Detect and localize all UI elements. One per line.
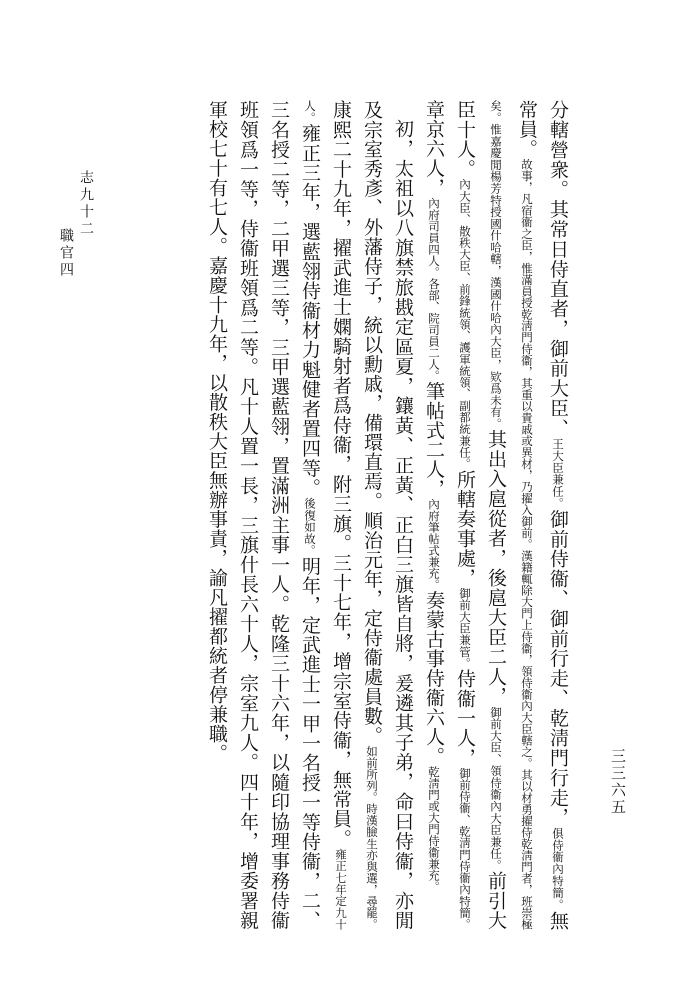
paragraph <box>201 100 418 930</box>
annotation-note: 御前大臣、領侍衞內大臣兼任。 <box>489 706 503 871</box>
annotation-note: 如前所列。時漢臉生亦與選，尋罷。 <box>365 745 379 930</box>
section-label: 職官四 <box>58 228 74 279</box>
annotation-note: 內府筆帖式兼充。 <box>427 498 441 591</box>
main-text: 筆帖式二人， <box>423 381 445 499</box>
main-text: 其出入扈從者，後扈大臣二人， <box>485 429 507 707</box>
body-text <box>108 100 573 930</box>
annotation-note: 故事，凡宿衞之臣，惟滿員授乾淸門侍衞，其重以貴戚或異材，乃擢入御前。漢籍輒除大門上侍衞，領侍衞內大臣轄之。其以材勇擢侍乾淸門者，班崇極矣。惟嘉慶閒楊芳特授國什哈轄，漢國什哈內大臣，欵爲未有。 <box>489 100 534 930</box>
main-text: 初，太祖以八旗禁旅戡定區夏，鑲黃、正黃、正白三旗皆自將，爰遴其子弟，命曰侍衞，亦閒及宗室秀彥、外藩侍子，統以勳戚，備環直焉。順治元年，定侍衞處員數。 <box>361 100 414 930</box>
annotation-note: 御前大臣兼管。 <box>458 587 472 669</box>
annotation-note: 內大臣、散秩大臣、前鋒統領、護軍統領、副都統兼任。 <box>458 178 472 470</box>
main-text: 分轄營衆。其常日侍直者，御前大臣、 <box>547 100 569 438</box>
annotation-note: 御前侍衞、乾淸門侍衞內特簡。 <box>458 767 472 930</box>
main-text: 無常員。 <box>516 100 569 930</box>
chapter-label: 志九十二 <box>78 170 94 238</box>
page-number: 三三六五 <box>609 748 627 816</box>
main-text: 奏蒙古事侍衞六人。 <box>423 590 445 766</box>
main-text: 前引大臣十人。 <box>454 100 507 930</box>
main-text: 康熙二十九年，擢武進士嫻騎射者爲侍衞，附三旗。三十七年，增宗室侍衞，無常員。 <box>330 100 352 849</box>
annotation-note: 雍正七年定九十人。 <box>303 100 348 930</box>
main-text: 御前侍衞、御前行走、乾淸門行走， <box>547 509 569 828</box>
annotation-note: 內府司員四人。各部、院司員二人。 <box>427 197 441 382</box>
main-text: 章京六人， <box>423 100 445 198</box>
annotation-note: 俱侍衞內特簡。 <box>551 827 565 911</box>
main-text: 雍正三年，選藍翎侍衞材力魁健者置四等。 <box>299 123 321 498</box>
main-text: 明年，定武進士一甲一名授一等侍衞，二、三名授二等，二甲選三等，三甲選藍翎，置滿洲主事一人。乾隆三十六年，以隨印協理事務侍衞班領爲一等，侍衞班領爲二等。凡十人置一長，三旗什長六十人，宗室九人。四十年，增委署親軍校七十有七人。嘉慶十九年，以散秩大臣無辦事責，諭凡擢都統者停兼職。 <box>206 100 321 930</box>
annotation-note: 王大臣兼任。 <box>551 437 565 510</box>
annotation-note: 乾淸門或大門侍衞兼充。 <box>427 766 441 893</box>
paragraph <box>418 100 573 930</box>
main-text: 侍衞一人， <box>454 668 476 768</box>
page-header <box>56 170 96 279</box>
annotation-note: 後復如故。 <box>303 497 317 557</box>
main-text: 所轄奏事處， <box>454 469 476 588</box>
